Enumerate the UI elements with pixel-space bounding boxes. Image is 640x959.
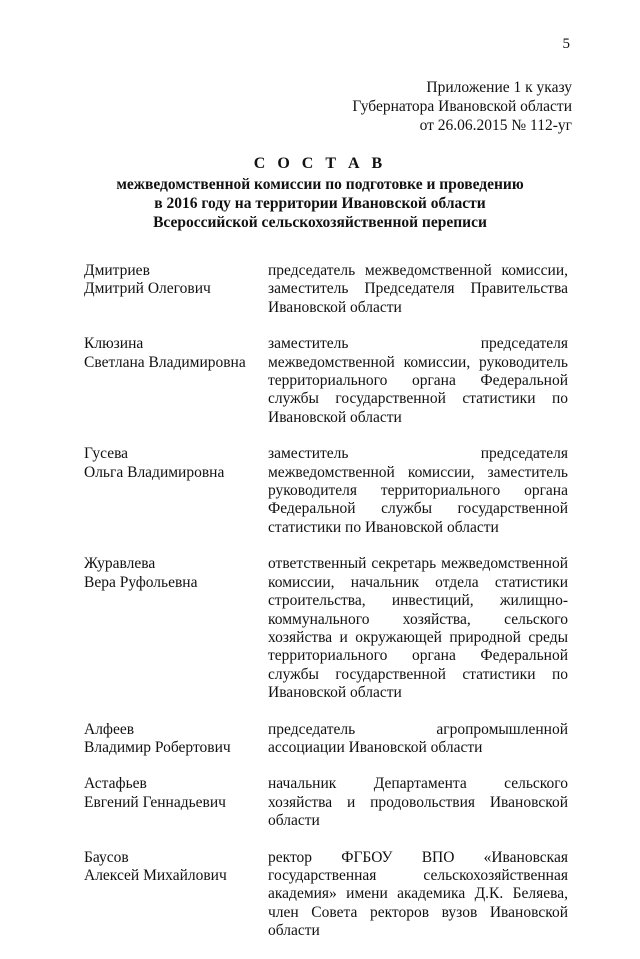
title-main: С О С Т А В: [253, 155, 387, 172]
appendix-reference: [292, 78, 572, 135]
appendix-line: Приложение 1 к указу: [426, 79, 572, 96]
member-given-name: Светлана Владимировна: [84, 353, 246, 371]
member-role: начальник Департамента сельского хозяйства и продовольствия Ивановской области: [268, 775, 568, 830]
member-surname: Клюзина: [84, 335, 144, 353]
member-role: заместитель председателя межведомственной комиссии, руководитель территориального органа Федеральной службы государственной статистики по Ивановской области: [268, 335, 568, 426]
member-surname: Дмитриев: [84, 262, 150, 279]
member-surname: Баусов: [84, 848, 129, 866]
member-name: [84, 849, 268, 886]
member-given-name: Дмитрий Олегович: [84, 280, 211, 298]
member-name: [84, 775, 268, 812]
document-title: [84, 153, 556, 232]
title-subtitle-line: Всероссийской сельскохозяйственной переписи: [153, 214, 487, 231]
member-row: [84, 555, 568, 702]
page-number: 5: [562, 36, 570, 52]
appendix-line: от 26.06.2015 № 112-уг: [419, 117, 572, 134]
member-surname: Астафьев: [84, 775, 147, 793]
member-name: [84, 555, 268, 592]
member-name: [84, 335, 268, 372]
member-surname: Гусева: [84, 445, 129, 463]
member-row: [84, 445, 568, 537]
member-row: [84, 335, 568, 427]
title-subtitle-line: в 2016 году на территории Ивановской области: [154, 195, 486, 212]
member-row: [84, 849, 568, 941]
member-role: председатель межведомственной комиссии, заместитель Председателя Правительства Ивановской области: [268, 262, 568, 316]
appendix-line: Губернатора Ивановской области: [352, 98, 572, 115]
member-row: [84, 262, 568, 317]
member-role: ответственный секретарь межведомственной комиссии, начальник отдела статистики строительства, инвестиций, жилищно-коммунального хозяйства, сельского хозяйства и окружающей природной среды территориального органа Федеральной службы государственной статистики по Ивановской области: [268, 555, 568, 702]
member-given-name: Владимир Робертович: [84, 738, 231, 756]
member-list: [84, 262, 568, 959]
member-role: заместитель председателя межведомственной комиссии, заместитель руководителя территориального органа Федеральной службы государственной статистики по Ивановской области: [268, 445, 568, 536]
member-name: [84, 445, 268, 482]
member-given-name: Ольга Владимировна: [84, 463, 225, 481]
member-surname: Журавлева: [84, 555, 156, 573]
member-given-name: Алексей Михайлович: [84, 866, 227, 884]
member-row: [84, 721, 568, 758]
member-given-name: Вера Руфольевна: [84, 573, 198, 591]
member-role: ректор ФГБОУ ВПО «Ивановская государственная сельскохозяйственная академия» имени академика Д.К. Беляева, член Совета ректоров вузов Ивановской области: [268, 848, 568, 940]
member-surname: Алфеев: [84, 720, 135, 738]
member-given-name: Евгений Геннадьевич: [84, 793, 226, 811]
title-subtitle-line: межведомственной комиссии по подготовке и проведению: [116, 176, 524, 193]
member-row: [84, 775, 568, 830]
member-role: председатель агропромышленной ассоциации Ивановской области: [268, 720, 568, 756]
member-name: [84, 721, 268, 758]
member-name: [84, 262, 268, 299]
